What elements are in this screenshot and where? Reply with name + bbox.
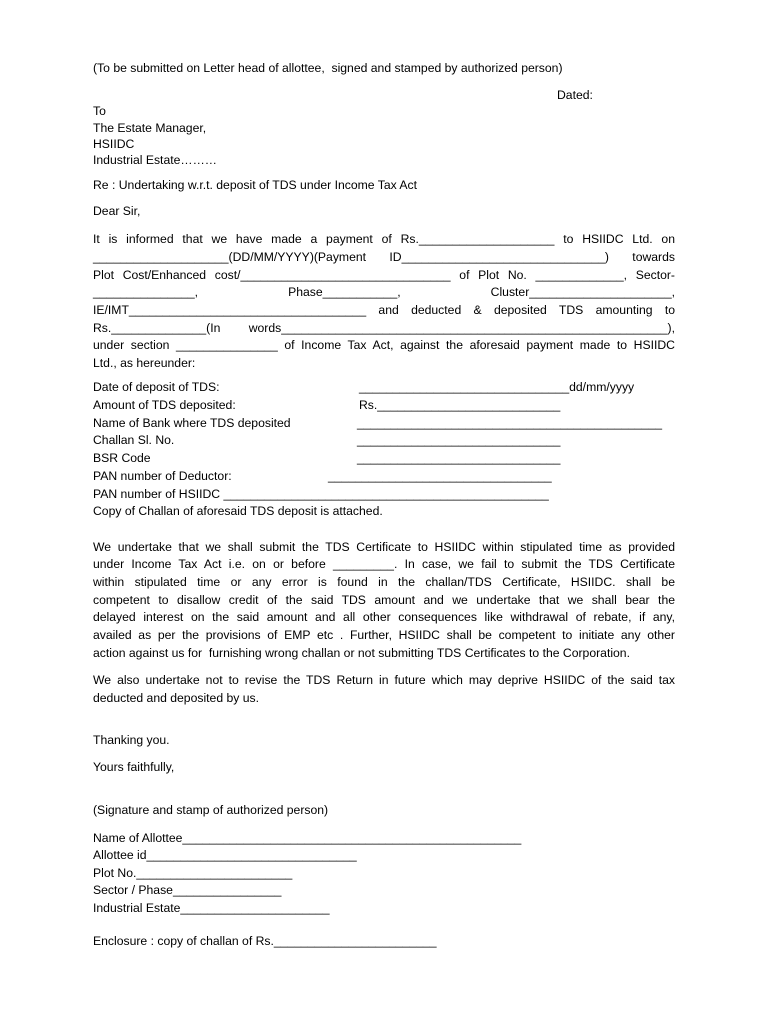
deposit-date-field: _______________________________dd/mm/yyyy <box>359 380 635 394</box>
address-line-3: Industrial Estate……… <box>93 153 217 167</box>
plot-no-line: Plot No._______________________ <box>93 866 293 880</box>
bsr-label: BSR Code <box>93 451 151 465</box>
address-line-2: HSIIDC <box>93 137 135 151</box>
paragraph-line: action against us for furnishing wrong challan or not submitting TDS Certificates to the Corporation. <box>93 646 630 660</box>
signature-note: (Signature and stamp of authorized person) <box>93 803 329 817</box>
paragraph-line: under Income Tax Act i.e. on or before _________. In case, we fail to submit the TDS Certificate <box>93 557 675 571</box>
paragraph-line: ____________________(DD/MM/YYYY)(Payment ID______________________________) towards <box>93 250 675 264</box>
dated-label: Dated: <box>557 88 593 102</box>
allottee-name-line: Name of Allottee__________________________________________________ <box>93 831 522 845</box>
allottee-id-line: Allottee id_______________________________ <box>93 848 357 862</box>
pan-deductor-field: _________________________________ <box>328 469 552 483</box>
enclosure-line: Enclosure : copy of challan of Rs.________________________ <box>93 934 437 948</box>
amount-field: Rs.___________________________ <box>359 398 561 412</box>
address-line-1: The Estate Manager, <box>93 121 207 135</box>
paragraph-line: Plot Cost/Enhanced cost/_______________________________ of Plot No. _____________, Sector- <box>93 268 675 282</box>
salutation: Dear Sir, <box>93 204 141 218</box>
paragraph-line: It is informed that we have made a payment of Rs.____________________ to HSIIDC Ltd. on <box>93 232 675 246</box>
challan-copy-note: Copy of Challan of aforesaid TDS deposit is attached. <box>93 504 383 518</box>
paragraph-line: Ltd., as hereunder: <box>93 356 196 370</box>
sector-phase-line: Sector / Phase________________ <box>93 883 282 897</box>
paragraph-line: We also undertake not to revise the TDS Return in future which may deprive HSIIDC of the said tax <box>93 673 675 687</box>
bank-label: Name of Bank where TDS deposited <box>93 416 291 430</box>
pan-hsiidc-line: PAN number of HSIIDC ________________________________________________ <box>93 487 549 501</box>
closing-yours: Yours faithfully, <box>93 760 175 774</box>
paragraph-line: Rs.______________(In words_________________________________________________________), <box>93 321 675 335</box>
paragraph-line: within stipulated time or any error is found in the challan/TDS Certificate, HSIIDC. shall be <box>93 575 675 589</box>
bank-field: _____________________________________________ <box>357 416 663 430</box>
paragraph-line: delayed interest on the said amount and all other consequences like withdrawal of rebate, if any, <box>93 610 675 624</box>
bsr-field: ______________________________ <box>357 451 561 465</box>
header-note: (To be submitted on Letter head of allottee, signed and stamped by authorized person) <box>93 61 563 75</box>
deposit-date-label: Date of deposit of TDS: <box>93 380 220 394</box>
paragraph-line: deducted and deposited by us. <box>93 691 260 705</box>
paragraph-line: competent to disallow credit of the said TDS amount and we undertake that we shall bear the <box>93 593 675 607</box>
challan-field: ______________________________ <box>357 433 561 447</box>
challan-label: Challan Sl. No. <box>93 433 175 447</box>
closing-thanks: Thanking you. <box>93 733 170 747</box>
paragraph-line: _______________, Phase___________, Cluster_____________________, <box>93 285 675 299</box>
amount-label: Amount of TDS deposited: <box>93 398 236 412</box>
paragraph-line: We undertake that we shall submit the TDS Certificate to HSIIDC within stipulated time as provided <box>93 540 675 554</box>
address-to: To <box>93 104 106 118</box>
paragraph-line: availed as per the provisions of EMP etc . Further, HSIIDC shall be competent to initiate any other <box>93 628 675 642</box>
pan-deductor-label: PAN number of Deductor: <box>93 469 232 483</box>
subject-line: Re : Undertaking w.r.t. deposit of TDS under Income Tax Act <box>93 178 418 192</box>
industrial-estate-line: Industrial Estate______________________ <box>93 901 330 915</box>
paragraph-line: IE/IMT___________________________________ and deducted & deposited TDS amounting to <box>93 303 675 317</box>
paragraph-line: under section _______________ of Income Tax Act, against the aforesaid payment made to HSIIDC <box>93 338 675 352</box>
